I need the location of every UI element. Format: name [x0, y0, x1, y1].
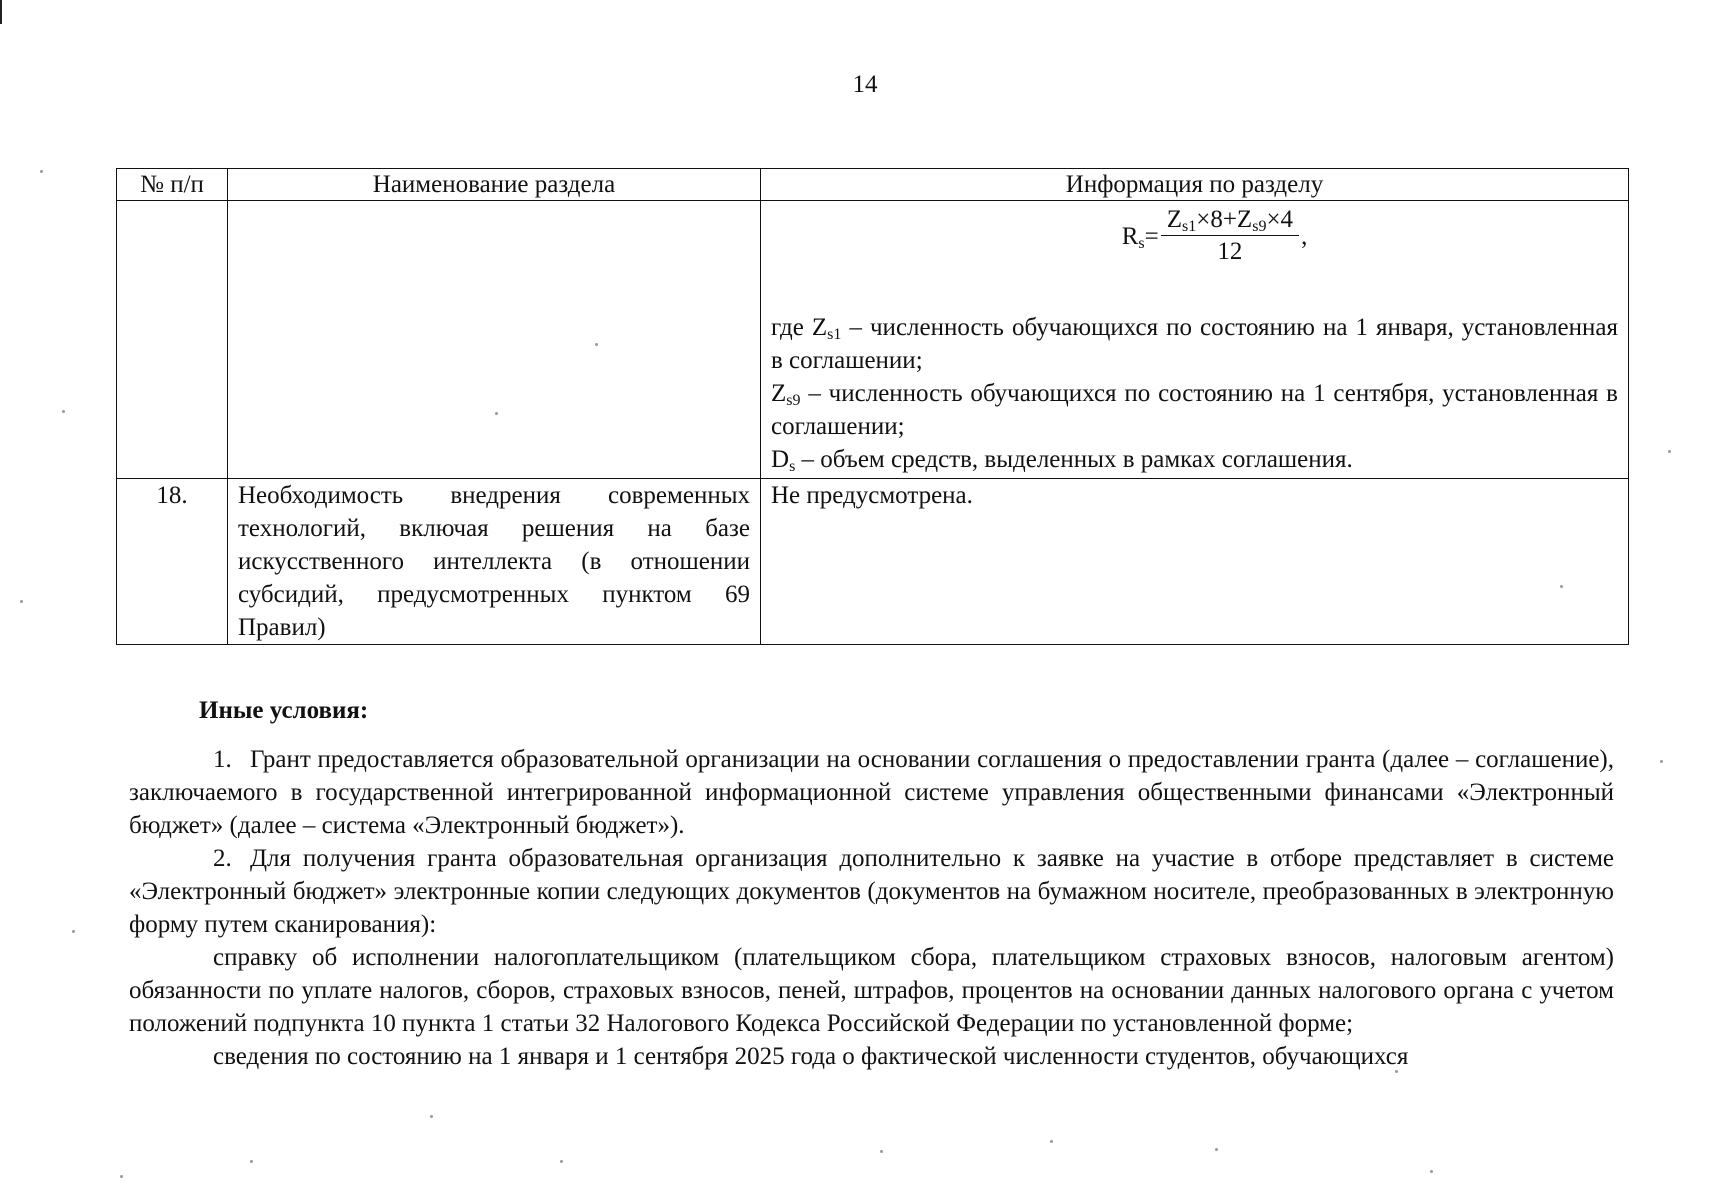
page-number: 14 — [852, 71, 878, 98]
row-18-name: Необходимость внедрения современных технологий, включая решения на базе искусственного интеллекта (в отношении субсидий, предусмотренных пунктом 69 Правил) — [228, 479, 761, 645]
section-table — [116, 168, 1629, 645]
other-conditions-title: Иные условия: — [199, 697, 369, 724]
other-conditions-body — [129, 743, 1614, 1073]
where-line-3: $D_s$ – объем средств, выделенных в рамках соглашения. — [771, 446, 1353, 475]
formula-fraction — [1161, 205, 1299, 268]
where-line-2: $Z_{s9}$ – численность обучающихся по состоянию на 1 сентября, установленная в соглашении; — [771, 380, 1618, 440]
header-number: № п/п — [117, 169, 228, 201]
header-section-info: Информация по разделу — [761, 169, 1629, 201]
paragraph-1-number: 1. — [213, 746, 232, 773]
paragraph-2: 2. Для получения гранта образовательная организация дополнительно к заявке на участие в отборе представляет в системе «Электронный бюджет» электронные копии следующих документов (документов на бумажном носителе, преобразованных в электронную форму путем сканирования): — [129, 842, 1614, 941]
cell-number-empty — [117, 201, 228, 479]
where-line-1: где $Z_{s1}$ – численность обучающихся по состоянию на 1 января, установленная в соглашении; — [771, 314, 1618, 374]
cell-name-empty — [228, 201, 761, 479]
formula-tail: , — [1301, 222, 1308, 250]
formula-lhs: $R_s=$ — [1121, 222, 1159, 252]
header-section-name: Наименование раздела — [228, 169, 761, 201]
formula-numerator: $Z_{s1}\times 8+Z_{s9}\times 4$ — [1161, 205, 1299, 236]
table-row — [117, 479, 1629, 645]
row-18-number: 18. — [117, 479, 228, 645]
cell-formula-info — [761, 201, 1629, 479]
paragraph-3: справку об исполнении налогоплательщиком (плательщиком сбора, плательщиком страховых взносов, налоговым агентом) обязанности по уплате налогов, сборов, страховых взносов, пеней, штрафов, процентов на основании данных налогового органа с учетом положений подпункта 10 пункта 1 статьи 32 Налогового Кодекса Российской Федерации по установленной форме; — [129, 944, 1614, 1037]
paragraph-4: сведения по состоянию на 1 января и 1 сентября 2025 года о фактической численности студентов, обучающихся — [213, 1043, 1409, 1070]
paragraph-2-number: 2. — [213, 845, 232, 872]
formula-explanation — [771, 311, 1618, 476]
formula — [771, 201, 1618, 271]
formula-denominator: 12 — [1217, 237, 1243, 265]
table-row — [117, 201, 1629, 479]
scan-edge-mark — [0, 0, 2, 24]
table-header-row — [117, 169, 1629, 201]
paragraph-1: 1. Грант предоставляется образовательной организации на основании соглашения о предоставлении гранта (далее – соглашение), заключаемого в государственной интегрированной информационной системе управления общественными финансами «Электронный бюджет» (далее – система «Электронный бюджет»). — [129, 743, 1614, 842]
row-18-info: Не предусмотрена. — [761, 479, 1629, 645]
